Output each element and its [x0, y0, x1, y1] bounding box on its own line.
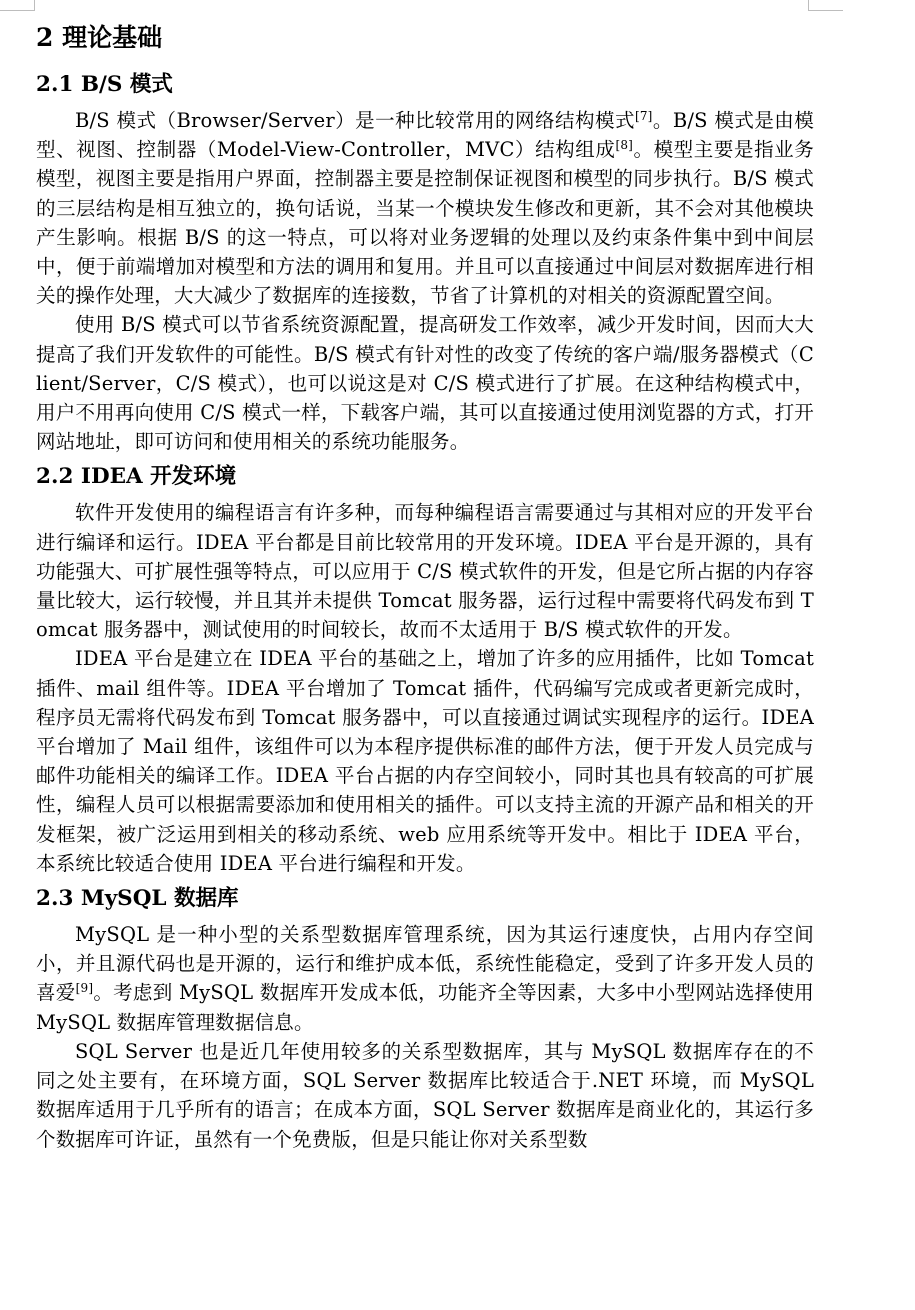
- body-paragraph: [36, 1037, 814, 1154]
- chapter-title: 2 理论基础: [36, 23, 163, 52]
- body-paragraph: [36, 644, 814, 878]
- body-paragraph: [36, 920, 814, 1037]
- body-paragraph: [36, 310, 814, 456]
- citation-reference: [9]: [75, 981, 94, 996]
- paragraph-text: 使用 B/S 模式可以节省系统资源配置，提高研发工作效率，减少开发时间，因而大大提高了我们开发软件的可能性。B/S 模式有针对性的改变了传统的客户端/服务器模式（Client/Server，C/S 模式），也可以说这是对 C/S 模式进行了扩展。在这种结构模式中，用户不用再向使用 C/S 模式一样，下载客户端，其可以直接通过使用浏览器的方式，打开网站地址，即可访问和使用相关的系统功能服务。: [36, 313, 814, 454]
- paragraph-text: 。模型主要是指业务模型，视图主要是指用户界面，控制器主要是控制保证视图和模型的同步执行。B/S 模式的三层结构是相互独立的，换句话说，当某一个模块发生修改和更新，其不会对其他模块产生影响。根据 B/S 的这一特点，可以将对业务逻辑的处理以及约束条件集中到中间层中，便于前端增加对模型和方法的调用和复用。并且可以直接通过中间层对数据库进行相关的操作处理，大大减少了数据库的连接数，节省了计算机的对相关的资源配置空间。: [36, 138, 814, 308]
- paragraph-text: MySQL 是一种小型的关系型数据库管理系统，因为其运行速度快，占用内存空间小，并且源代码也是开源的，运行和维护成本低，系统性能稳定，受到了许多开发人员的喜爱: [36, 923, 814, 1005]
- section-heading: 2.1 B/S 模式: [36, 72, 173, 97]
- citation-reference: [7]: [634, 109, 653, 123]
- paragraph-text: 。B/S 模式是由模型、视图、控制器（Model-View-Controller，MVC）结构组成: [36, 109, 814, 162]
- paragraph-text: B/S 模式（Browser/Server）是一种比较常用的网络结构模式: [75, 109, 635, 132]
- sections-container: [36, 64, 814, 1154]
- body-paragraph: [36, 106, 814, 310]
- section-heading: 2.3 MySQL 数据库: [36, 886, 239, 912]
- document-page: [36, 18, 814, 1154]
- paragraph-text: IDEA 平台是建立在 IDEA 平台的基础之上，增加了许多的应用插件，比如 Tomcat 插件、mail 组件等。IDEA 平台增加了 Tomcat 插件，代码编写完成或者更新完成时，程序员无需将代码发布到 Tomcat 服务器中，可以直接通过调试实现程序的运行。IDEA 平台增加了 Mail 组件，该组件可以为本程序提供标准的邮件方法，便于开发人员完成与邮件功能相关的编译工作。IDEA 平台占据的内存空间较小，同时其也具有较高的可扩展性，编程人员可以根据需要添加和使用相关的插件。可以支持主流的开源产品和相关的开发框架，被广泛运用到相关的移动系统、web 应用系统等开发中。相比于 IDEA 平台，本系统比较适合使用 IDEA 平台进行编程和开发。: [36, 647, 814, 875]
- paragraph-text: 软件开发使用的编程语言有许多种，而每种编程语言需要通过与其相对应的开发平台进行编译和运行。IDEA 平台都是目前比较常用的开发环境。IDEA 平台是开源的，具有功能强大、可扩展性强等特点，可以应用于 C/S 模式软件的开发，但是它所占据的内存容量比较大，运行较慢，并且其并未提供 Tomcat 服务器，运行过程中需要将代码发布到 Tomcat 服务器中，测试使用的时间较长，故而不太适用于 B/S 模式软件的开发。: [36, 501, 814, 642]
- page-corner-mark-left: [0, 0, 35, 11]
- paragraph-text: 。考虑到 MySQL 数据库开发成本低，功能齐全等因素，大多中小型网站选择使用 MySQL 数据库管理数据信息。: [36, 981, 814, 1034]
- body-paragraph: [36, 498, 814, 644]
- section-heading: 2.2 IDEA 开发环境: [36, 464, 237, 490]
- page-corner-mark-right: [808, 0, 843, 11]
- paragraph-text: SQL Server 也是近几年使用较多的关系型数据库，其与 MySQL 数据库存在的不同之处主要有，在环境方面，SQL Server 数据库比较适合于.NET 环境，而 MySQL 数据库适用于几乎所有的语言；在成本方面，SQL Server 数据库是商业化的，其运行多个数据库可许证，虽然有一个免费版，但是只能让你对关系型数: [36, 1039, 814, 1151]
- citation-reference: [8]: [615, 138, 634, 153]
